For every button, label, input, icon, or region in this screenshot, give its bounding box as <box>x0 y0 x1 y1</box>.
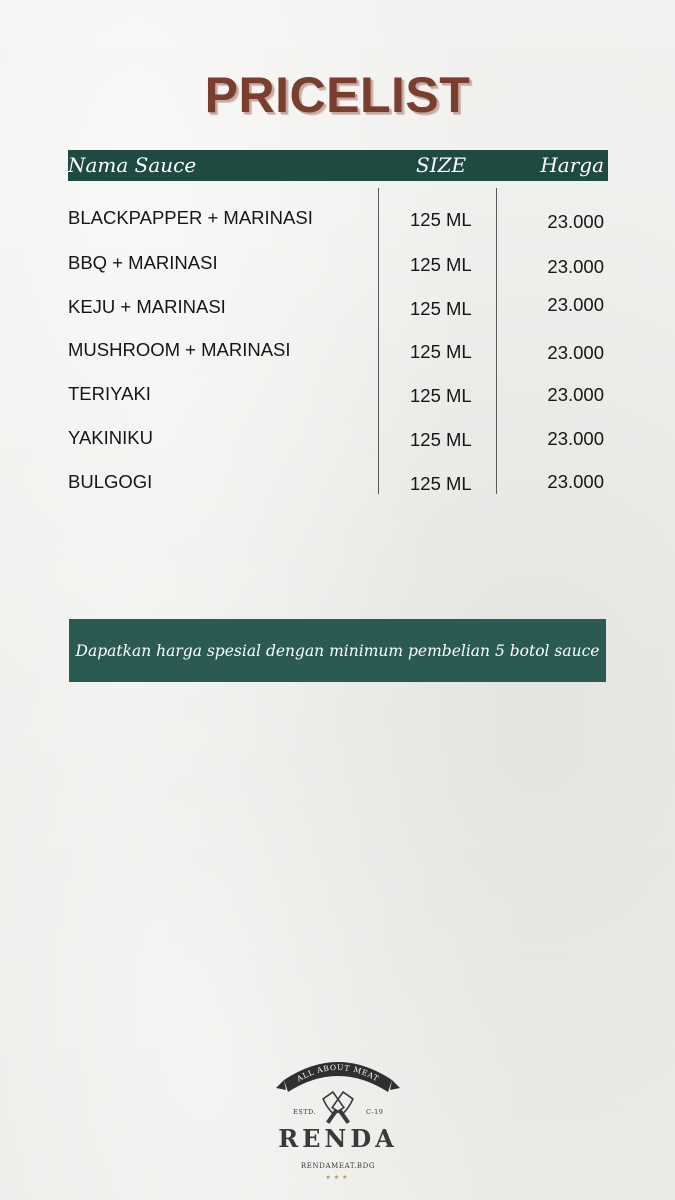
logo-brand-name: RENDA <box>278 1124 398 1153</box>
column-header-name: Nama Sauce <box>68 153 197 177</box>
sauce-price: 23.000 <box>547 428 604 449</box>
crossed-cleavers-icon <box>322 1092 353 1127</box>
table-row <box>68 339 608 369</box>
sauce-size: 125 ML <box>410 429 472 450</box>
sauce-size: 125 ML <box>410 341 472 362</box>
sauce-size: 125 ML <box>410 473 472 494</box>
logo-estd: ESTD. <box>293 1108 317 1116</box>
sauce-name: YAKINIKU <box>68 427 153 448</box>
sauce-size: 125 ML <box>410 385 472 406</box>
column-header-price: Harga <box>540 153 604 177</box>
sauce-name: BULGOGI <box>68 471 153 492</box>
logo-year: C-19 <box>366 1108 384 1116</box>
promo-text: Dapatkan harga spesial dengan minimum pembelian 5 botol sauce <box>75 641 600 660</box>
sauce-name: TERIYAKI <box>68 383 151 404</box>
sauce-price: 23.000 <box>547 294 604 315</box>
table-row <box>68 471 608 501</box>
sauce-size: 125 ML <box>410 209 472 230</box>
brand-logo <box>262 1050 414 1190</box>
sauce-price: 23.000 <box>547 342 604 363</box>
logo-banner-textpath: ALL ABOUT MEAT <box>295 1062 381 1084</box>
logo-stars: ★★★ <box>325 1175 351 1181</box>
table-row <box>68 427 608 457</box>
logo-handle: RENDAMEAT.BDG <box>300 1162 376 1170</box>
table-header <box>68 150 608 181</box>
table-row <box>68 383 608 413</box>
sauce-name: KEJU + MARINASI <box>68 296 226 317</box>
table-row <box>68 252 608 282</box>
promo-banner <box>69 619 606 682</box>
page-title: PRICELIST <box>204 67 471 123</box>
column-header-size: SIZE <box>416 153 467 177</box>
sauce-price: 23.000 <box>547 211 604 232</box>
sauce-price: 23.000 <box>547 256 604 277</box>
table-row <box>68 296 608 326</box>
sauce-price: 23.000 <box>547 471 604 492</box>
sauce-price: 23.000 <box>547 384 604 405</box>
sauce-name: MUSHROOM + MARINASI <box>68 339 291 360</box>
table-row <box>68 207 608 237</box>
sauce-name: BLACKPAPPER + MARINASI <box>68 207 313 228</box>
sauce-size: 125 ML <box>410 254 472 275</box>
sauce-size: 125 ML <box>410 298 472 319</box>
sauce-name: BBQ + MARINASI <box>68 252 218 273</box>
